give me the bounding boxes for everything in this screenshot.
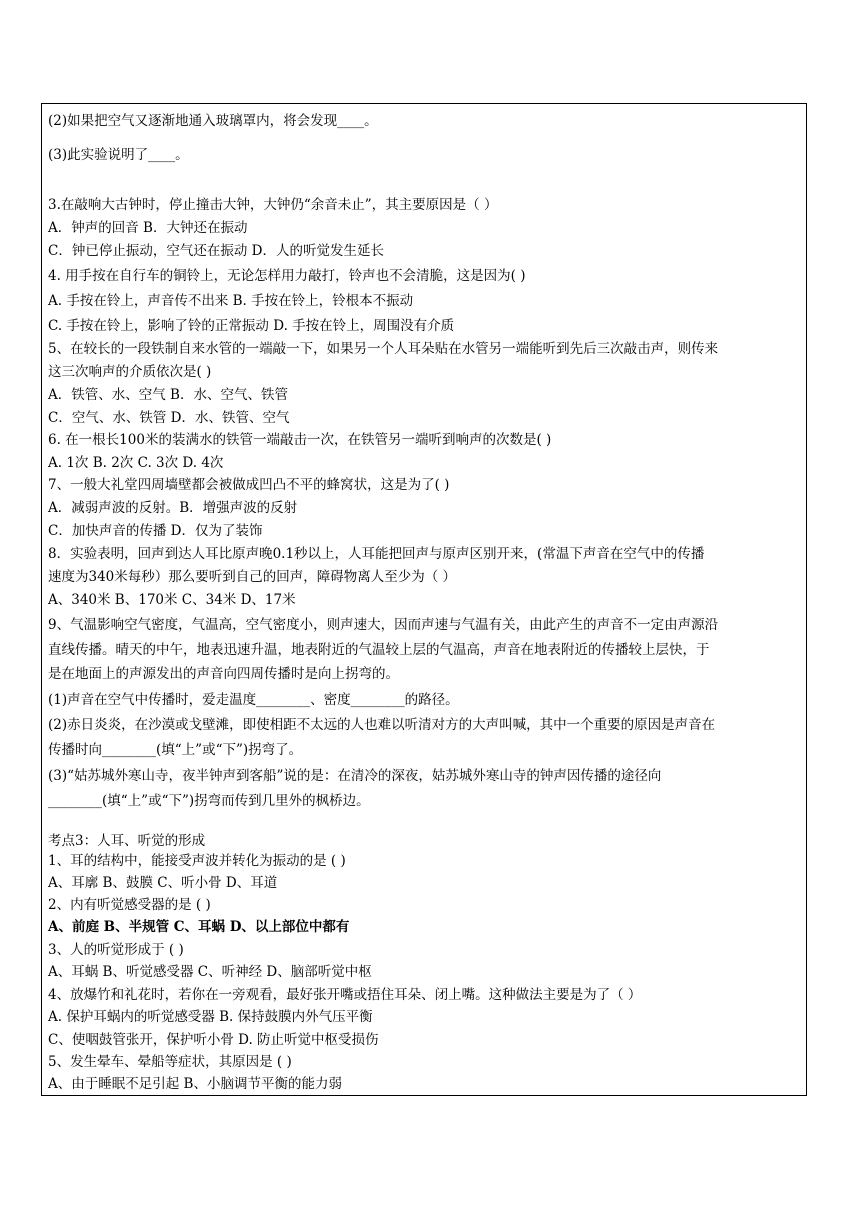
question-8-options: A、340米 B、170米 C、34米 D、17米 [48, 592, 296, 608]
question-9-stem: 直线传播。晴天的中午，地表迅速升温，地表附近的气温较上层的气温高，声音在地表附近的传播较上层快，于 [48, 642, 710, 658]
question-ear-1-stem: 1、耳的结构中，能接受声波并转化为振动的是 ( ) [48, 853, 346, 869]
question-4-stem: 4. 用手按在自行车的铜铃上，无论怎样用力敲打，铃声也不会清脆，这是因为( ) [48, 268, 526, 284]
question-6-options: A. 1次 B. 2次 C. 3次 D. 4次 [48, 455, 224, 471]
question-ear-3-stem: 3、人的听觉形成于 ( ) [48, 942, 184, 958]
question-7-options: C．加快声音的传播 D．仅为了装饰 [48, 523, 263, 539]
question-5-options: C．空气、水、铁管 D．水、铁管、空气 [48, 410, 290, 426]
question-7-stem: 7、一般大礼堂四周墙壁都会被做成凹凸不平的蜂窝状，这是为了( ) [48, 477, 450, 493]
question-ear-5-stem: 5、发生晕车、晕船等症状，其原因是 ( ) [48, 1054, 292, 1070]
question-ear-2-options: A、前庭 B、半规管 C、耳蜗 D、以上部位中都有 [48, 919, 350, 935]
question-9-part-2: (2)赤日炎炎，在沙漠或戈壁滩，即使相距不太远的人也难以听清对方的大声叫喊，其中一个重要的原因是声音在 [48, 717, 716, 733]
question-3-options: A．钟声的回音 B．大钟还在振动 [48, 220, 248, 236]
text-line: (2)如果把空气又逐渐地通入玻璃罩内，将会发现____。 [48, 113, 378, 129]
question-4-options: C. 手按在铃上，影响了铃的正常振动 D. 手按在铃上，周围没有介质 [48, 318, 455, 334]
question-5-stem: 5、在较长的一段铁制自来水管的一端敲一下，如果另一个人耳朵贴在水管另一端能听到先后三次敲击声，则传来 [48, 341, 719, 357]
question-9-part-2: 传播时向________(填“上”或“下”)拐弯了。 [48, 742, 303, 758]
question-8-stem: 速度为340米每秒）那么要听到自己的回声，障碍物离人至少为（ ） [48, 569, 457, 585]
question-ear-4-options: A. 保护耳蜗内的听觉感受器 B. 保持鼓膜内外气压平衡 [48, 1009, 373, 1025]
question-9-part-1: (1)声音在空气中传播时，爱走温度________、密度________的路径。 [48, 692, 459, 708]
question-8-stem: 8．实验表明，回声到达人耳比原声晚0.1秒以上，人耳能把回声与原声区别开来，(常温下声音在空气中的传播 [48, 546, 705, 562]
section-heading: 考点3：人耳、听觉的形成 [48, 833, 206, 849]
question-9-stem: 是在地面上的声源发出的声音向四周传播时是向上拐弯的。 [48, 666, 399, 682]
question-9-part-3: (3)“姑苏城外寒山寺，夜半钟声到客船”说的是：在清冷的深夜，姑苏城外寒山寺的钟声因传播的途径向 [48, 768, 662, 784]
question-4-options: A. 手按在铃上，声音传不出来 B. 手按在铃上，铃根本不振动 [48, 293, 414, 309]
question-9-part-3: ________(填“上”或“下”)拐弯而传到几里外的枫桥边。 [48, 793, 370, 809]
question-9-stem: 9、气温影响空气密度，气温高，空气密度小，则声速大，因而声速与气温有关，由此产生的声音不一定由声源沿 [48, 617, 719, 633]
question-ear-3-options: A、耳蜗 B、听觉感受器 C、听神经 D、脑部听觉中枢 [48, 964, 372, 980]
question-5-options: A．铁管、水、空气 B．水、空气、铁管 [48, 387, 288, 403]
question-ear-4-options: C、使咽鼓管张开，保护听小骨 D. 防止听觉中枢受损伤 [48, 1032, 379, 1048]
question-ear-2-stem: 2、内有听觉感受器的是 ( ) [48, 897, 211, 913]
question-3-stem: 3.在敲响大古钟时，停止撞击大钟，大钟仍“余音未止”，其主要原因是（ ） [48, 197, 498, 213]
question-6-stem: 6. 在一根长100米的装满水的铁管一端敲击一次，在铁管另一端听到响声的次数是( ) [48, 432, 552, 448]
question-ear-5-options: A、由于睡眠不足引起 B、小脑调节平衡的能力弱 [48, 1076, 342, 1092]
text-line: (3)此实验说明了____。 [48, 147, 189, 163]
question-ear-4-stem: 4、放爆竹和礼花时，若你在一旁观看，最好张开嘴或捂住耳朵、闭上嘴。这种做法主要是为了（ ） [48, 987, 642, 1003]
question-3-options: C．钟已停止振动，空气还在振动 D．人的听觉发生延长 [48, 243, 384, 259]
question-ear-1-options: A、耳廓 B、鼓膜 C、听小骨 D、耳道 [48, 875, 278, 891]
question-7-options: A．减弱声波的反射。B．增强声波的反射 [48, 500, 298, 516]
question-5-stem: 这三次响声的介质依次是( ) [48, 364, 212, 380]
